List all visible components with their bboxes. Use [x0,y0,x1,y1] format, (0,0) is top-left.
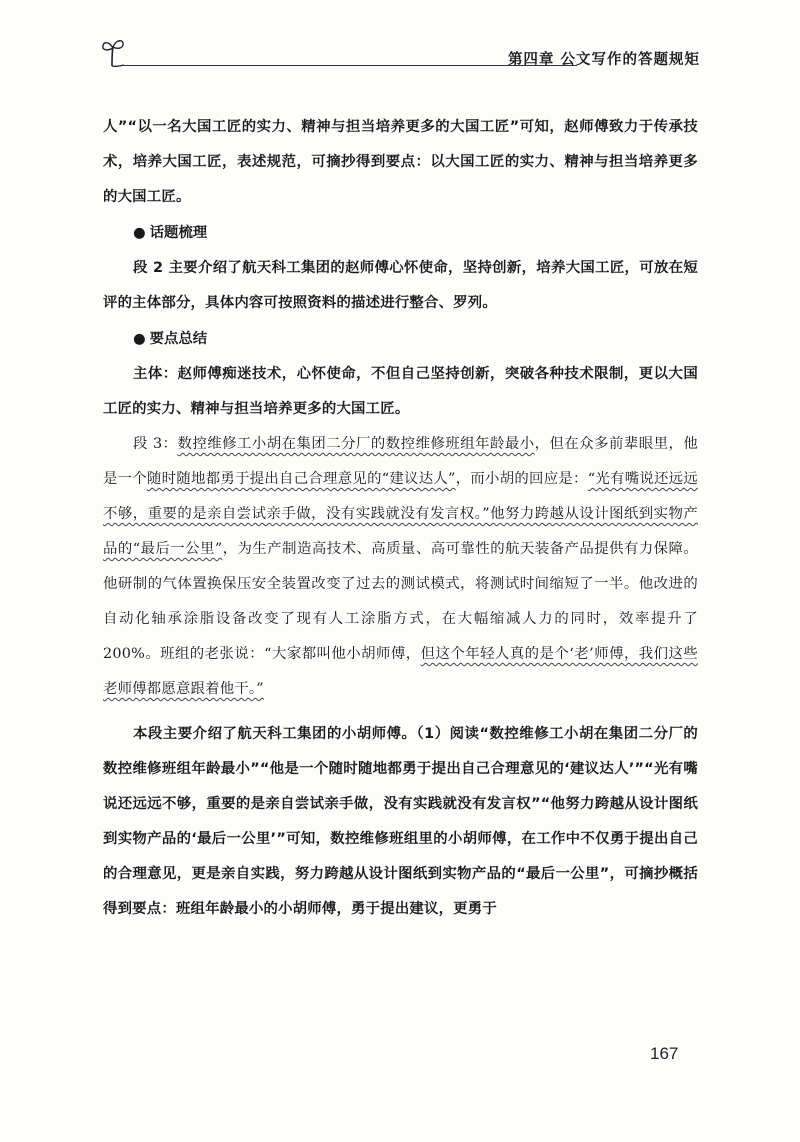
running-header [100,36,700,70]
bullet-topic [103,215,698,251]
bullet-summary-label: 要点总结 [149,331,208,347]
text-run: ，为生产制造高技术、高质量、高可靠性的航天装备产品提供有力保障。他研制的气体置换保压安全装置改变了过去的测试模式，将测试时间缩短了一半。他改进的自动化轴承涂脂设备改变了现有人工涂脂方式，在大幅缩减人力的同时，效率提升了 200%。班组的老张说：“大家都叫他小胡师傅， [103,541,698,662]
paragraph-2: 段 2 主要介绍了航天科工集团的赵师傅心怀使命，坚持创新，培养大国工匠，可放在短评的主体部分，具体内容可按照资料的描述进行整合、罗列。 [103,260,698,311]
paragraph-4-source [103,427,698,707]
page-body [103,110,698,927]
text-run: ，但在众多前辈眼里，他是一个 [103,436,699,487]
bullet-topic-label: 话题梳理 [149,225,208,241]
page-number: 167 [650,1044,679,1063]
underlined-phrase: 数控维修工小胡在集团二分厂的数控维修班组年龄最小 [177,436,535,452]
underlined-phrase: 随时随地都勇于提出自己合理意见的“建议达人” [147,471,456,487]
paragraph-3: 主体：赵师傅痴迷技术，心怀使命，不但自己坚持创新，突破各种技术限制，更以大国工匠的实力、精神与担当培养更多的大国工匠。 [103,366,698,417]
paragraph-5: 本段主要介绍了航天科工集团的小胡师傅。（1）阅读“数控维修工小胡在集团二分厂的数控维修班组年龄最小”“他是一个随时随地都勇于提出自己合理意见的‘建议达人’”“光有嘴说还远远不够，重要的是亲自尝试亲手做，没有实践就没有发言权”“他努力跨越从设计图纸到实物产品的‘最后一公里’”可知，数控维修班组里的小胡师傅，在工作中不仅勇于提出自己的合理意见，更是亲自实践，努力跨越从设计图纸到实物产品的“最后一公里”，可摘抄概括得到要点：班组年龄最小的小胡师傅，勇于提出建议，更勇于 [103,726,698,917]
paragraph-1: 人”“以一名大国工匠的实力、精神与担当培养更多的大国工匠”可知，赵师傅致力于传承技术，培养大国工匠，表述规范，可摘抄得到要点：以大国工匠的实力、精神与担当培养更多的大国工匠。 [103,119,698,205]
underlined-phrase: 但这个年轻人真的是个‘老’师傅，我们这些老师傅都愿意跟着他干。” [103,646,698,697]
text-run: ，而小胡的回应是： [455,471,588,487]
bullet-dot-icon: ● [133,331,146,347]
underlined-phrase: “光有嘴说还远远不够，重要的是亲自尝试亲手做，没有实践就没有发言权。”他努力跨越从设计图纸到实物产品的“最后一公里” [103,471,698,557]
source-label: 段 3： [133,436,178,452]
chapter-title: 第四章 公文写作的答题规矩 [507,52,700,68]
bullet-summary [103,321,698,357]
bullet-dot-icon: ● [133,225,146,241]
